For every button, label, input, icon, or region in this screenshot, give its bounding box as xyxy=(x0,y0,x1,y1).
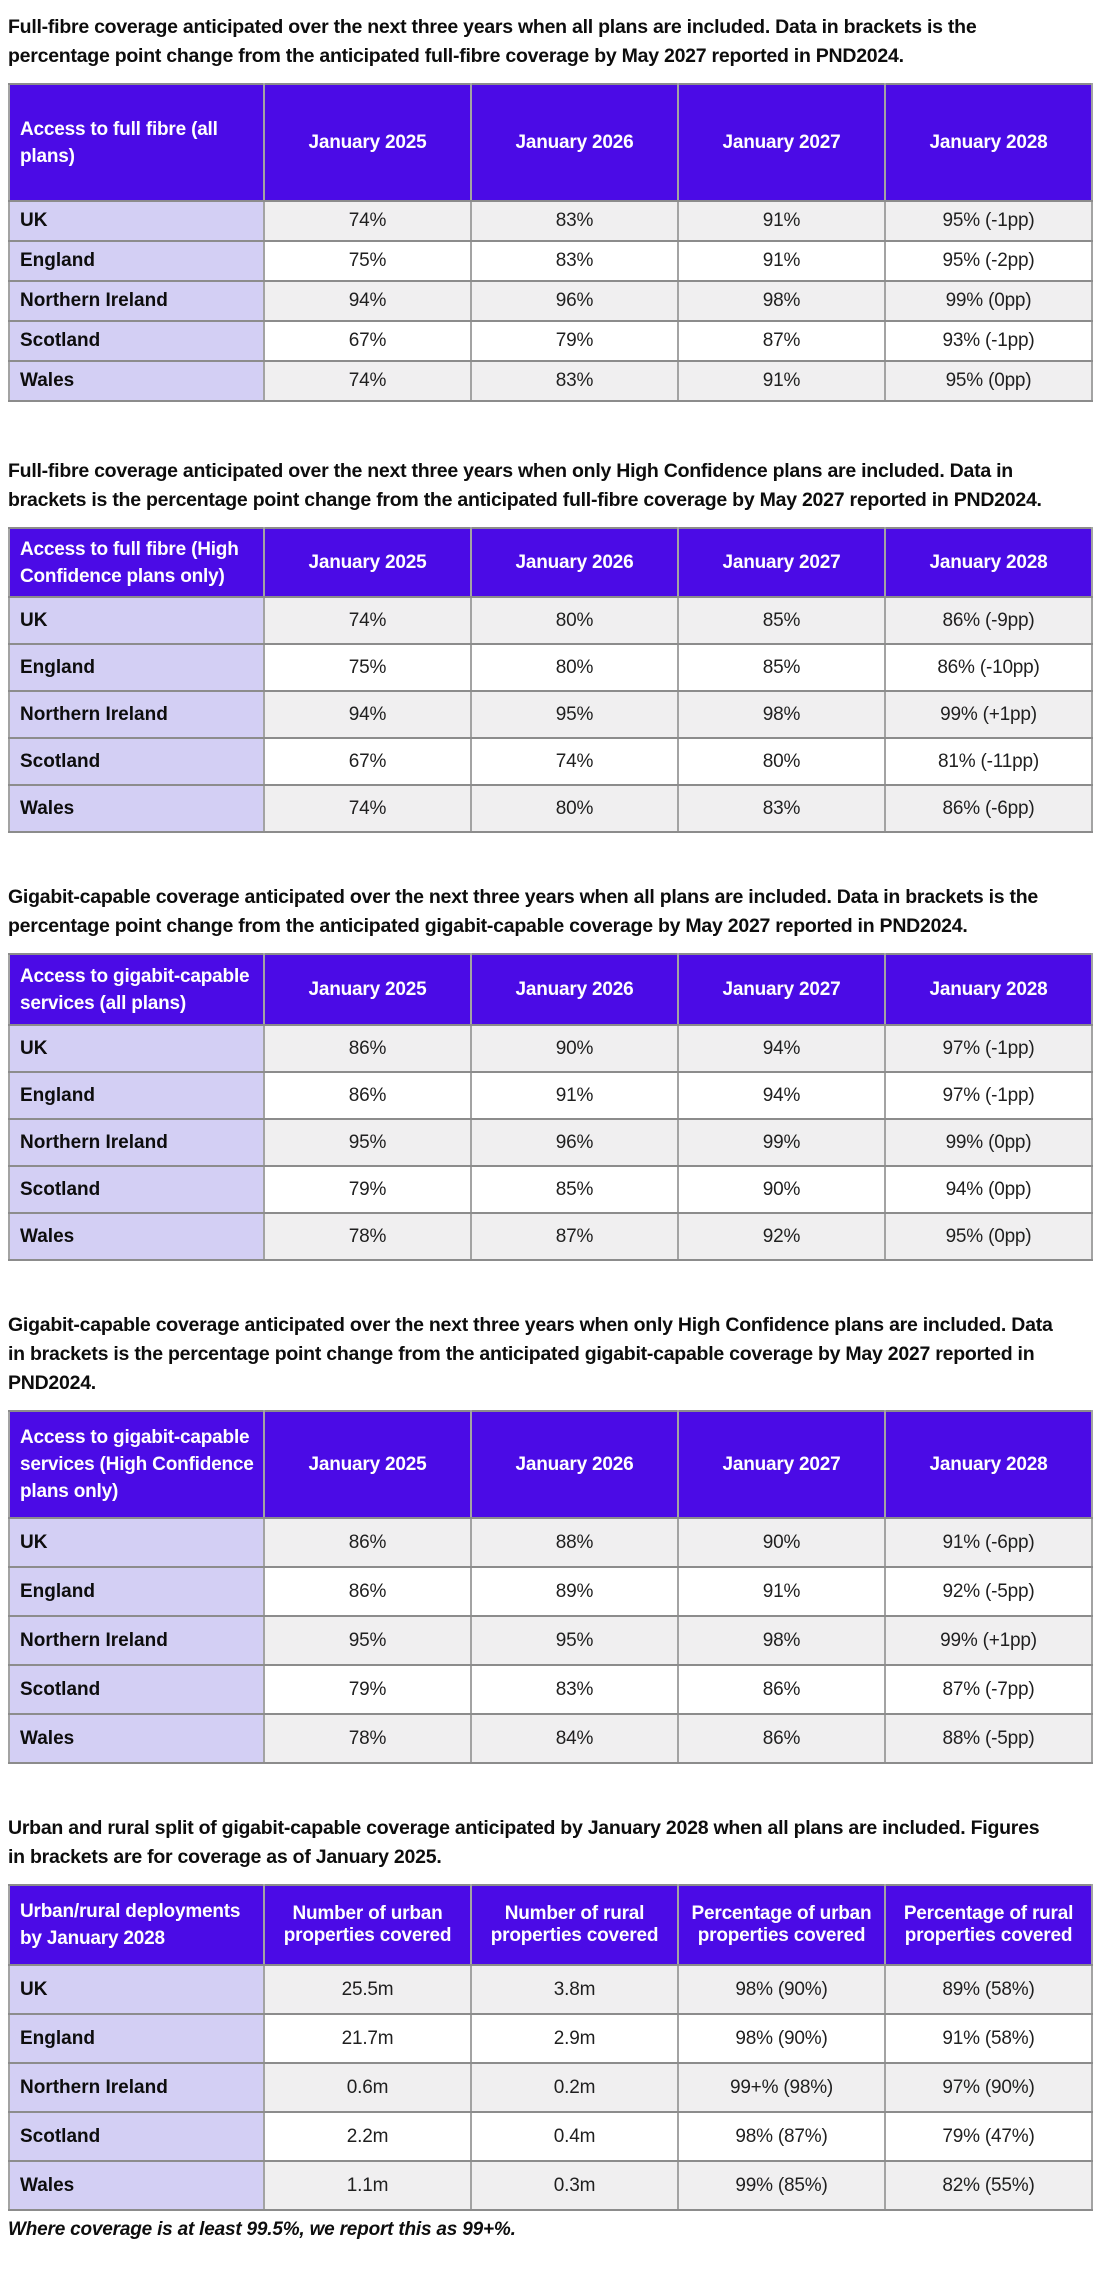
data-cell: 81% (-11pp) xyxy=(885,738,1092,785)
table-row-uk xyxy=(9,597,1092,644)
table-block-full-fibre-all-plans xyxy=(8,13,1091,402)
data-cell: 96% xyxy=(471,281,678,321)
data-cell: 83% xyxy=(471,201,678,241)
row-label-cell: UK xyxy=(9,597,264,644)
column-header-cell: January 2027 xyxy=(678,954,885,1025)
row-label-cell: Scotland xyxy=(9,321,264,361)
column-header-cell: January 2027 xyxy=(678,1411,885,1518)
data-cell: 86% xyxy=(678,1665,885,1714)
table-row-scotland xyxy=(9,321,1092,361)
data-cell: 79% xyxy=(471,321,678,361)
table-row-uk xyxy=(9,1025,1092,1072)
data-cell: 99% (85%) xyxy=(678,2161,885,2210)
column-header-cell: January 2025 xyxy=(264,528,471,597)
data-cell: 74% xyxy=(264,201,471,241)
data-cell: 91% (-6pp) xyxy=(885,1518,1092,1567)
data-cell: 80% xyxy=(471,597,678,644)
data-cell: 1.1m xyxy=(264,2161,471,2210)
data-cell: 97% (-1pp) xyxy=(885,1025,1092,1072)
data-cell: 88% (-5pp) xyxy=(885,1714,1092,1763)
data-cell: 90% xyxy=(471,1025,678,1072)
column-header-cell: January 2025 xyxy=(264,954,471,1025)
data-cell: 0.2m xyxy=(471,2063,678,2112)
column-header-cell: Percentage of urban properties covered xyxy=(678,1885,885,1965)
data-cell: 90% xyxy=(678,1518,885,1567)
column-header-cell: January 2027 xyxy=(678,528,885,597)
column-header-cell: January 2025 xyxy=(264,84,471,201)
table-row-northern-ireland xyxy=(9,1616,1092,1665)
data-cell: 86% xyxy=(264,1072,471,1119)
corner-header-cell: Access to gigabit-capable services (High Confidence plans only) xyxy=(9,1411,264,1518)
data-cell: 91% xyxy=(678,361,885,401)
data-cell: 80% xyxy=(471,644,678,691)
column-header-cell: January 2026 xyxy=(471,528,678,597)
data-cell: 86% xyxy=(678,1714,885,1763)
row-label-cell: Northern Ireland xyxy=(9,281,264,321)
data-cell: 88% xyxy=(471,1518,678,1567)
table-row-scotland xyxy=(9,2112,1092,2161)
table-row-england xyxy=(9,1567,1092,1616)
data-cell: 94% xyxy=(264,281,471,321)
column-header-cell: January 2025 xyxy=(264,1411,471,1518)
data-cell: 83% xyxy=(471,241,678,281)
data-cell: 98% (90%) xyxy=(678,1965,885,2014)
table-title-full-fibre-high-confidence: Full-fibre coverage anticipated over the next three years when only High Confidence plans are included. Data in brackets is the percentage point change from the anticipated full-fibre coverage by May 2027 reported in PND2024. xyxy=(8,460,1042,511)
data-cell: 96% xyxy=(471,1119,678,1166)
header-row xyxy=(9,1411,1092,1518)
data-cell: 78% xyxy=(264,1714,471,1763)
data-cell: 94% xyxy=(264,691,471,738)
row-label-cell: Northern Ireland xyxy=(9,2063,264,2112)
data-cell: 86% xyxy=(264,1567,471,1616)
data-cell: 80% xyxy=(678,738,885,785)
data-cell: 75% xyxy=(264,644,471,691)
data-cell: 99% (0pp) xyxy=(885,1119,1092,1166)
data-cell: 86% (-10pp) xyxy=(885,644,1092,691)
data-cell: 87% xyxy=(678,321,885,361)
column-header-cell: January 2026 xyxy=(471,954,678,1025)
table-row-northern-ireland xyxy=(9,691,1092,738)
data-cell: 91% (58%) xyxy=(885,2014,1092,2063)
table-row-england xyxy=(9,2014,1092,2063)
data-cell: 99% (+1pp) xyxy=(885,691,1092,738)
data-cell: 0.4m xyxy=(471,2112,678,2161)
table-row-northern-ireland xyxy=(9,1119,1092,1166)
row-label-cell: UK xyxy=(9,1965,264,2014)
data-cell: 99% (0pp) xyxy=(885,281,1092,321)
data-cell: 87% (-7pp) xyxy=(885,1665,1092,1714)
header-row xyxy=(9,528,1092,597)
data-cell: 67% xyxy=(264,738,471,785)
data-cell: 91% xyxy=(471,1072,678,1119)
table-row-wales xyxy=(9,2161,1092,2210)
row-label-cell: UK xyxy=(9,201,264,241)
table-row-england xyxy=(9,1072,1092,1119)
data-cell: 83% xyxy=(471,1665,678,1714)
row-label-cell: Scotland xyxy=(9,738,264,785)
column-header-cell: Percentage of rural properties covered xyxy=(885,1885,1092,1965)
data-cell: 0.3m xyxy=(471,2161,678,2210)
data-cell: 2.9m xyxy=(471,2014,678,2063)
table-row-northern-ireland xyxy=(9,2063,1092,2112)
data-cell: 95% xyxy=(264,1119,471,1166)
column-header-cell: January 2028 xyxy=(885,528,1092,597)
table-row-uk xyxy=(9,1965,1092,2014)
table-gigabit-all-plans xyxy=(8,953,1093,1261)
table-block-gigabit-all-plans xyxy=(8,883,1091,1261)
table-urban-rural-split xyxy=(8,1884,1093,2211)
row-label-cell: Scotland xyxy=(9,1166,264,1213)
table-row-uk xyxy=(9,201,1092,241)
data-cell: 95% (-1pp) xyxy=(885,201,1092,241)
corner-header-cell: Access to full fibre (High Confidence plans only) xyxy=(9,528,264,597)
tables-container xyxy=(8,13,1091,2211)
data-cell: 86% (-6pp) xyxy=(885,785,1092,832)
data-cell: 86% xyxy=(264,1518,471,1567)
row-label-cell: Northern Ireland xyxy=(9,1119,264,1166)
data-cell: 83% xyxy=(471,361,678,401)
data-cell: 25.5m xyxy=(264,1965,471,2014)
data-cell: 95% xyxy=(471,1616,678,1665)
data-cell: 91% xyxy=(678,1567,885,1616)
data-cell: 85% xyxy=(678,644,885,691)
table-title-gigabit-high-confidence: Gigabit-capable coverage anticipated over the next three years when only High Confidence plans are included. Data in brackets is the percentage point change from the anticipated gigabit-capable coverage by May 2027 reported in PND2024. xyxy=(8,1314,1053,1394)
table-block-gigabit-high-confidence xyxy=(8,1311,1091,1764)
data-cell: 94% xyxy=(678,1025,885,1072)
data-cell: 78% xyxy=(264,1213,471,1260)
data-cell: 91% xyxy=(678,201,885,241)
table-row-northern-ireland xyxy=(9,281,1092,321)
table-row-scotland xyxy=(9,1166,1092,1213)
table-row-wales xyxy=(9,361,1092,401)
column-header-cell: January 2028 xyxy=(885,954,1092,1025)
footnote-text: Where coverage is at least 99.5%, we report this as 99+%. xyxy=(8,2219,516,2240)
row-label-cell: England xyxy=(9,241,264,281)
header-row xyxy=(9,84,1092,201)
row-label-cell: Scotland xyxy=(9,2112,264,2161)
data-cell: 95% xyxy=(471,691,678,738)
data-cell: 93% (-1pp) xyxy=(885,321,1092,361)
row-label-cell: England xyxy=(9,1072,264,1119)
table-row-scotland xyxy=(9,738,1092,785)
data-cell: 85% xyxy=(678,597,885,644)
row-label-cell: Wales xyxy=(9,1213,264,1260)
data-cell: 74% xyxy=(264,597,471,644)
data-cell: 99+% (98%) xyxy=(678,2063,885,2112)
data-cell: 85% xyxy=(471,1166,678,1213)
table-full-fibre-high-confidence xyxy=(8,527,1093,833)
data-cell: 74% xyxy=(471,738,678,785)
row-label-cell: Northern Ireland xyxy=(9,1616,264,1665)
table-row-wales xyxy=(9,1714,1092,1763)
data-cell: 83% xyxy=(678,785,885,832)
data-cell: 91% xyxy=(678,241,885,281)
row-label-cell: Wales xyxy=(9,1714,264,1763)
table-title-urban-rural-split: Urban and rural split of gigabit-capable coverage anticipated by January 2028 when all plans are included. Figures in brackets are for coverage as of January 2025. xyxy=(8,1817,1040,1868)
data-cell: 82% (55%) xyxy=(885,2161,1092,2210)
data-cell: 75% xyxy=(264,241,471,281)
data-cell: 97% (90%) xyxy=(885,2063,1092,2112)
data-cell: 86% xyxy=(264,1025,471,1072)
column-header-cell: January 2028 xyxy=(885,84,1092,201)
data-cell: 95% (0pp) xyxy=(885,361,1092,401)
table-row-england xyxy=(9,644,1092,691)
corner-header-cell: Access to gigabit-capable services (all plans) xyxy=(9,954,264,1025)
table-block-full-fibre-high-confidence xyxy=(8,457,1091,833)
data-cell: 79% xyxy=(264,1665,471,1714)
data-cell: 3.8m xyxy=(471,1965,678,2014)
column-header-cell: January 2026 xyxy=(471,84,678,201)
column-header-cell: January 2026 xyxy=(471,1411,678,1518)
row-label-cell: UK xyxy=(9,1518,264,1567)
data-cell: 98% (90%) xyxy=(678,2014,885,2063)
corner-header-cell: Access to full fibre (all plans) xyxy=(9,84,264,201)
row-label-cell: England xyxy=(9,2014,264,2063)
table-block-urban-rural-split xyxy=(8,1814,1091,2211)
data-cell: 89% xyxy=(471,1567,678,1616)
table-row-uk xyxy=(9,1518,1092,1567)
data-cell: 92% (-5pp) xyxy=(885,1567,1092,1616)
data-cell: 79% xyxy=(264,1166,471,1213)
row-label-cell: Northern Ireland xyxy=(9,691,264,738)
data-cell: 21.7m xyxy=(264,2014,471,2063)
data-cell: 97% (-1pp) xyxy=(885,1072,1092,1119)
row-label-cell: Scotland xyxy=(9,1665,264,1714)
data-cell: 84% xyxy=(471,1714,678,1763)
table-row-wales xyxy=(9,1213,1092,1260)
data-cell: 2.2m xyxy=(264,2112,471,2161)
data-cell: 80% xyxy=(471,785,678,832)
table-title-full-fibre-all-plans: Full-fibre coverage anticipated over the next three years when all plans are included. Data in brackets is the percentage point change from the anticipated full-fibre coverage by May 2027 reported in PND2024. xyxy=(8,16,977,67)
data-cell: 67% xyxy=(264,321,471,361)
data-cell: 86% (-9pp) xyxy=(885,597,1092,644)
data-cell: 90% xyxy=(678,1166,885,1213)
data-cell: 99% xyxy=(678,1119,885,1166)
data-cell: 98% xyxy=(678,1616,885,1665)
column-header-cell: Number of rural properties covered xyxy=(471,1885,678,1965)
table-gigabit-high-confidence xyxy=(8,1410,1093,1764)
row-label-cell: Wales xyxy=(9,361,264,401)
data-cell: 94% xyxy=(678,1072,885,1119)
table-row-england xyxy=(9,241,1092,281)
data-cell: 95% xyxy=(264,1616,471,1665)
table-row-wales xyxy=(9,785,1092,832)
column-header-cell: January 2027 xyxy=(678,84,885,201)
column-header-cell: Number of urban properties covered xyxy=(264,1885,471,1965)
header-row xyxy=(9,954,1092,1025)
data-cell: 74% xyxy=(264,785,471,832)
row-label-cell: Wales xyxy=(9,785,264,832)
header-row xyxy=(9,1885,1092,1965)
table-title-gigabit-all-plans: Gigabit-capable coverage anticipated over the next three years when all plans are included. Data in brackets is the percentage point change from the anticipated gigabit-capable coverage by May 2027 reported in PND2024. xyxy=(8,886,1039,937)
data-cell: 99% (+1pp) xyxy=(885,1616,1092,1665)
corner-header-cell: Urban/rural deployments by January 2028 xyxy=(9,1885,264,1965)
data-cell: 87% xyxy=(471,1213,678,1260)
row-label-cell: England xyxy=(9,1567,264,1616)
data-cell: 0.6m xyxy=(264,2063,471,2112)
data-cell: 98% xyxy=(678,281,885,321)
data-cell: 92% xyxy=(678,1213,885,1260)
data-cell: 95% (-2pp) xyxy=(885,241,1092,281)
data-cell: 95% (0pp) xyxy=(885,1213,1092,1260)
row-label-cell: England xyxy=(9,644,264,691)
data-cell: 74% xyxy=(264,361,471,401)
row-label-cell: UK xyxy=(9,1025,264,1072)
column-header-cell: January 2028 xyxy=(885,1411,1092,1518)
row-label-cell: Wales xyxy=(9,2161,264,2210)
data-cell: 79% (47%) xyxy=(885,2112,1092,2161)
data-cell: 98% (87%) xyxy=(678,2112,885,2161)
data-cell: 98% xyxy=(678,691,885,738)
table-row-scotland xyxy=(9,1665,1092,1714)
data-cell: 89% (58%) xyxy=(885,1965,1092,2014)
data-cell: 94% (0pp) xyxy=(885,1166,1092,1213)
table-full-fibre-all-plans xyxy=(8,83,1093,402)
